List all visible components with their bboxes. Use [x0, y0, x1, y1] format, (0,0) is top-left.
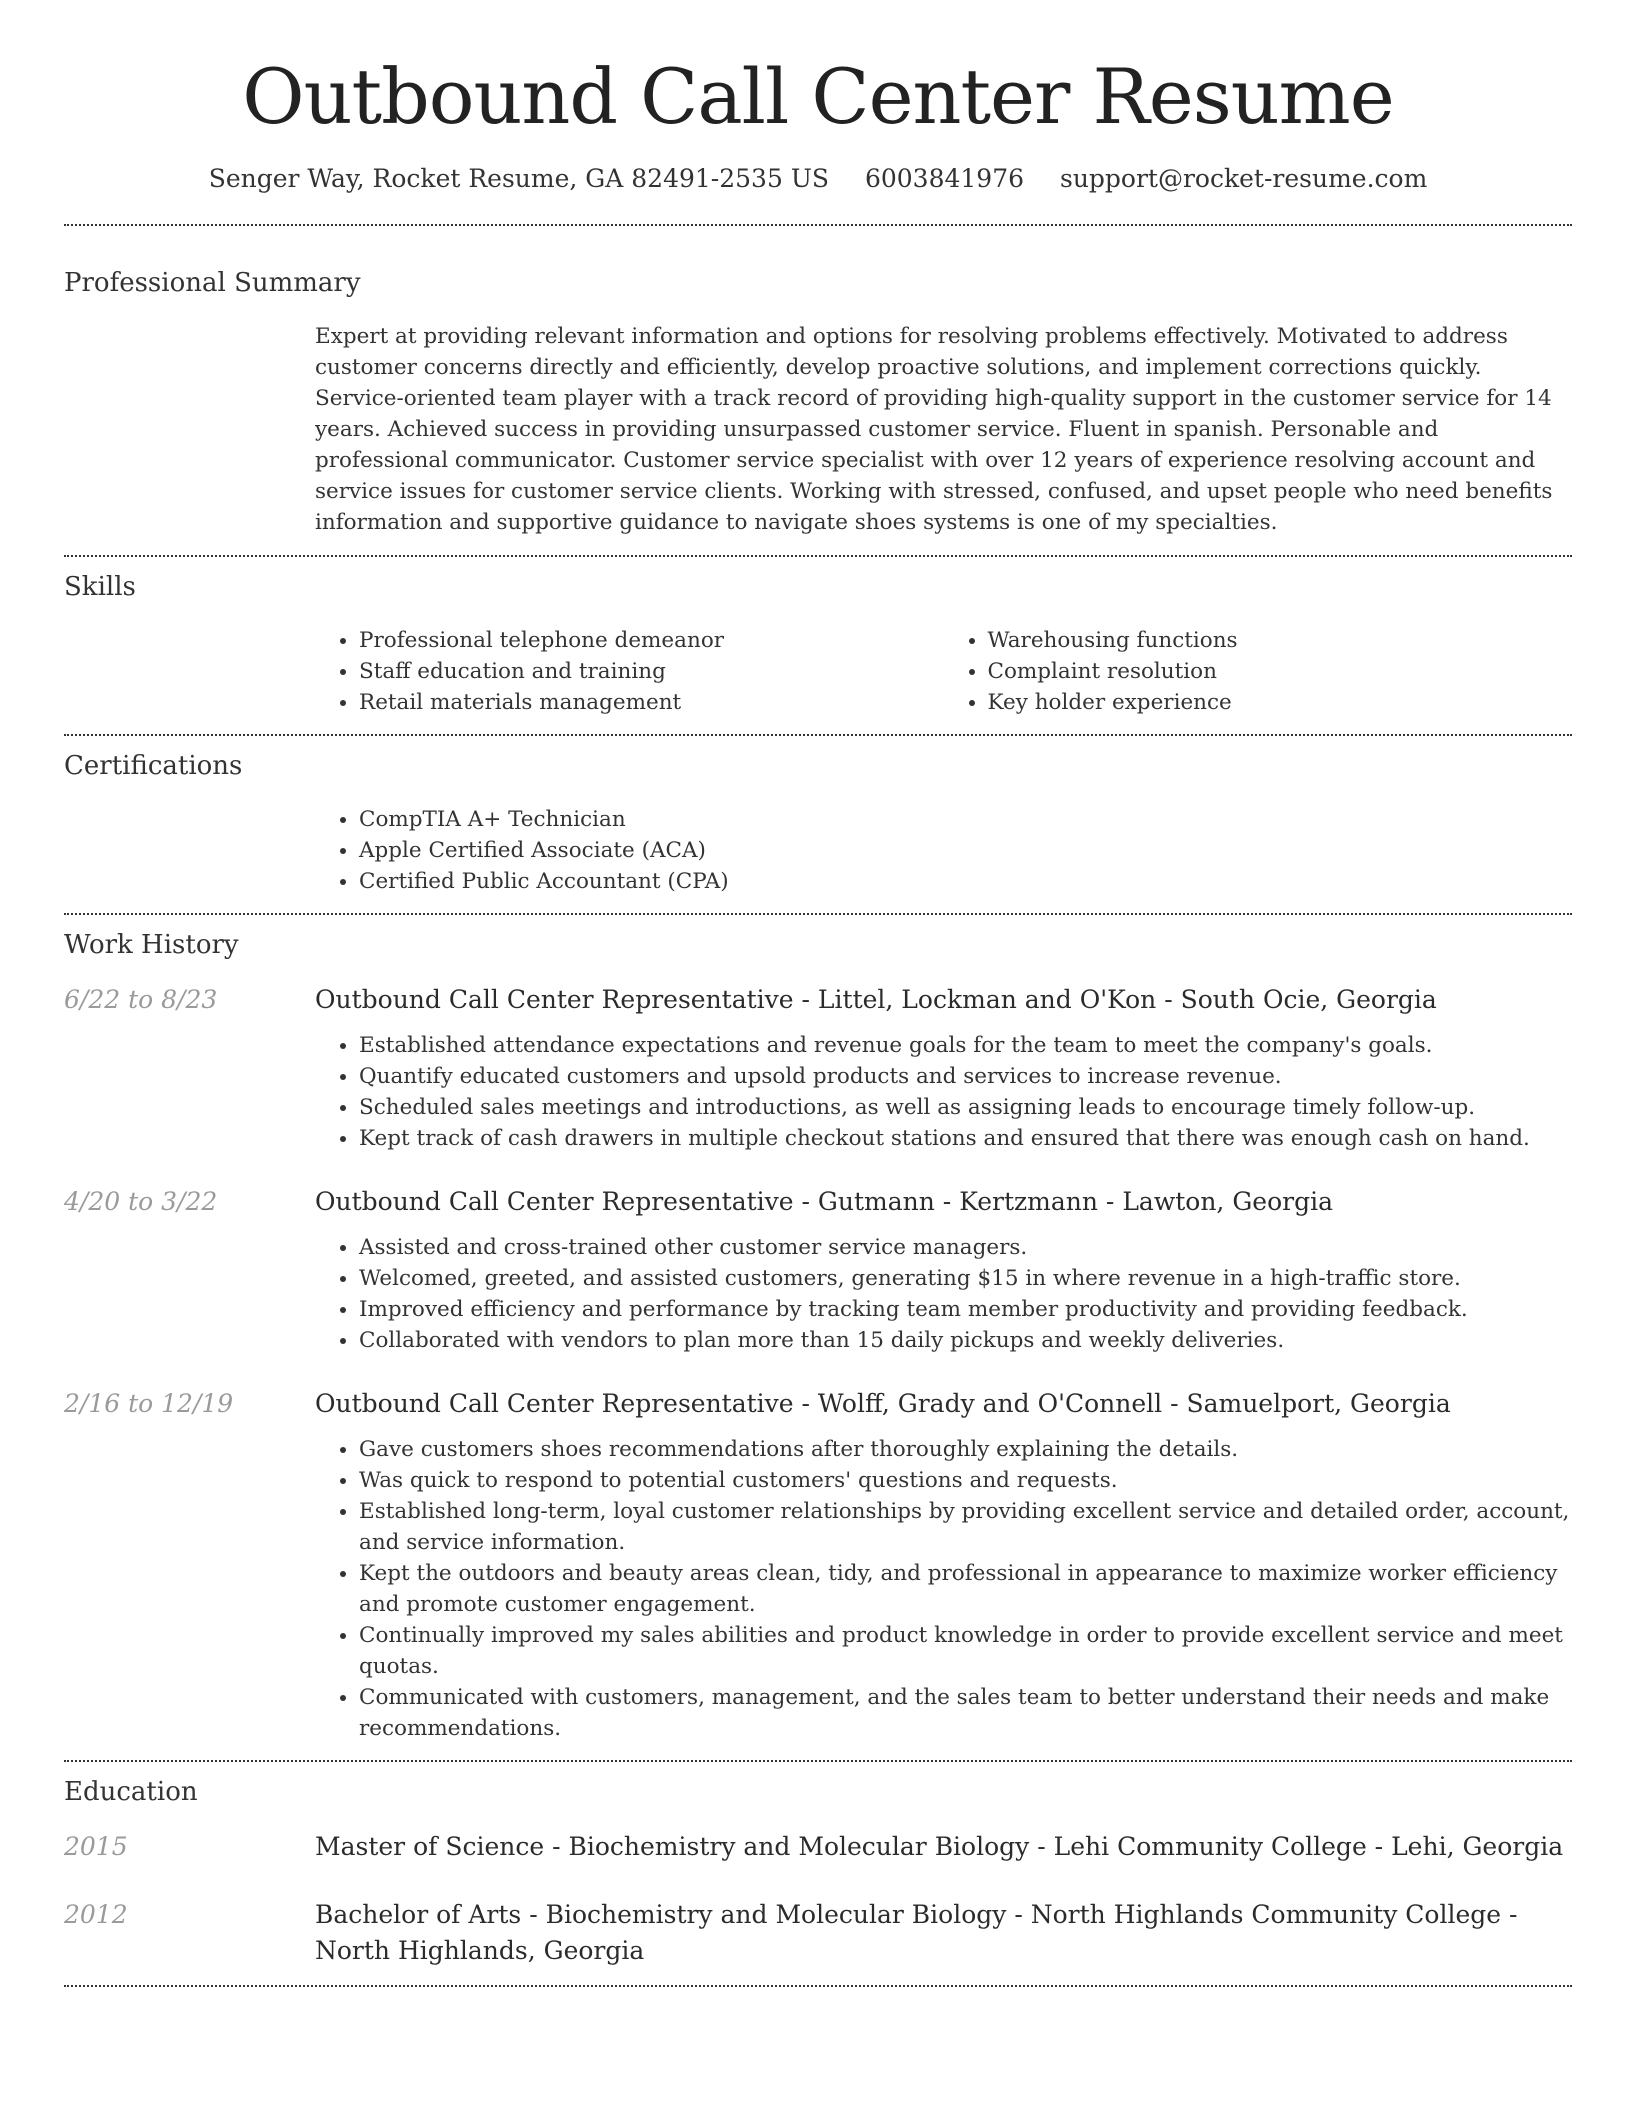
- job-dates: 2/16 to 12/19: [64, 1389, 234, 1418]
- job-bullet: • Continually improved my sales abilities and product knowledge in order to provide excellent service and meet quotas.: [359, 1620, 1572, 1682]
- job-bullet: • Established long-term, loyal customer relationships by providing excellent service and detailed order, account, and service information.: [359, 1496, 1572, 1558]
- skill-item: • Key holder experience: [988, 687, 1573, 718]
- education-details: Master of Science - Biochemistry and Molecular Biology - Lehi Community College - Lehi, Georgia: [315, 1832, 1564, 1861]
- resume-title: Outbound Call Center Resume: [242, 52, 1394, 141]
- job-dates: 4/20 to 3/22: [64, 1187, 218, 1216]
- education-section: [64, 1762, 1572, 1985]
- job-bullet: • Established attendance expectations and revenue goals for the team to meet the company's goals.: [359, 1030, 1572, 1061]
- job-title: Outbound Call Center Representative - Littel, Lockman and O'Kon - South Ocie, Georgia: [315, 985, 1437, 1014]
- skill-item: • Staff education and training: [359, 656, 944, 687]
- phone-text: 6003841976: [864, 164, 1025, 193]
- divider: [64, 1985, 1572, 1987]
- resume-page: [64, 0, 1572, 1987]
- certifications-list: [315, 804, 1572, 897]
- skill-item: • Retail materials management: [359, 687, 944, 718]
- skill-item: • Professional telephone demeanor: [359, 625, 944, 656]
- skills-section: [64, 557, 1572, 734]
- job-title: Outbound Call Center Representative - Gutmann - Kertzmann - Lawton, Georgia: [315, 1187, 1333, 1216]
- certifications-section: [64, 736, 1572, 913]
- job-bullet: • Scheduled sales meetings and introductions, as well as assigning leads to encourage timely follow-up.: [359, 1092, 1572, 1123]
- job-header: [64, 982, 1572, 1018]
- skills-heading: Skills: [64, 572, 136, 602]
- job-entry: [64, 1386, 1572, 1744]
- certification-item: • CompTIA A+ Technician: [359, 804, 1572, 835]
- skill-item: • Warehousing functions: [988, 625, 1573, 656]
- job-bullets: [315, 1030, 1572, 1154]
- certification-item: • Certified Public Accountant (CPA): [359, 866, 1572, 897]
- email-text: support@rocket-resume.com: [1059, 164, 1428, 193]
- job-bullet: • Collaborated with vendors to plan more than 15 daily pickups and weekly deliveries.: [359, 1325, 1572, 1356]
- job-bullet: • Welcomed, greeted, and assisted customers, generating $15 in where revenue in a high-traffic store.: [359, 1263, 1572, 1294]
- skills-list: [315, 625, 1572, 718]
- education-heading: Education: [64, 1777, 198, 1807]
- job-bullets: [315, 1434, 1572, 1744]
- skills-column-left: [315, 625, 944, 718]
- job-entry: [64, 1184, 1572, 1356]
- job-title: Outbound Call Center Representative - Wolff, Grady and O'Connell - Samuelport, Georgia: [315, 1389, 1451, 1418]
- job-bullet: • Assisted and cross-trained other customer service managers.: [359, 1232, 1572, 1263]
- job-header: [64, 1386, 1572, 1422]
- education-entry: [64, 1829, 1572, 1865]
- skill-item: • Complaint resolution: [988, 656, 1573, 687]
- job-bullet: • Gave customers shoes recommendations after thoroughly explaining the details.: [359, 1434, 1572, 1465]
- summary-text: Expert at providing relevant information and options for resolving problems effectively. Motivated to address customer concerns directly and efficiently, develop proactive solutions, and implement corrections quickly. Service-oriented team player with a track record of providing high-quality support in the customer service for 14 years. Achieved success in providing unsurpassed customer service. Fluent in spanish. Personable and professional communicator. Customer service specialist with over 12 years of experience resolving account and service issues for customer service clients. Working with stressed, confused, and upset people who need benefits information and supportive guidance to navigate shoes systems is one of my specialties.: [315, 324, 1553, 535]
- job-bullet: • Kept track of cash drawers in multiple checkout stations and ensured that there was enough cash on hand.: [359, 1123, 1572, 1154]
- summary-section: [64, 226, 1572, 555]
- education-details: Bachelor of Arts - Biochemistry and Molecular Biology - North Highlands Community College - North Highlands, Georgia: [315, 1900, 1518, 1965]
- job-entry: [64, 982, 1572, 1154]
- contact-line: [64, 162, 1572, 196]
- education-year: 2012: [64, 1900, 128, 1929]
- job-bullet: • Was quick to respond to potential customers' questions and requests.: [359, 1465, 1572, 1496]
- work-history-section: [64, 915, 1572, 1760]
- job-bullet: • Communicated with customers, management, and the sales team to better understand their needs and make recommendations.: [359, 1682, 1572, 1744]
- job-bullet: • Improved efficiency and performance by tracking team member productivity and providing feedback.: [359, 1294, 1572, 1325]
- skills-column-right: [944, 625, 1573, 718]
- certification-item: • Apple Certified Associate (ACA): [359, 835, 1572, 866]
- job-dates: 6/22 to 8/23: [64, 985, 218, 1014]
- education-entry: [64, 1897, 1572, 1969]
- job-header: [64, 1184, 1572, 1220]
- education-year: 2015: [64, 1832, 128, 1861]
- job-bullet: • Kept the outdoors and beauty areas clean, tidy, and professional in appearance to maximize worker efficiency and promote customer engagement.: [359, 1558, 1572, 1620]
- job-bullet: • Quantify educated customers and upsold products and services to increase revenue.: [359, 1061, 1572, 1092]
- address-text: Senger Way, Rocket Resume, GA 82491-2535 US: [208, 164, 830, 193]
- certifications-heading: Certifications: [64, 751, 243, 781]
- work-history-heading: Work History: [64, 930, 239, 960]
- summary-heading: Professional Summary: [64, 268, 361, 298]
- job-bullets: [315, 1232, 1572, 1356]
